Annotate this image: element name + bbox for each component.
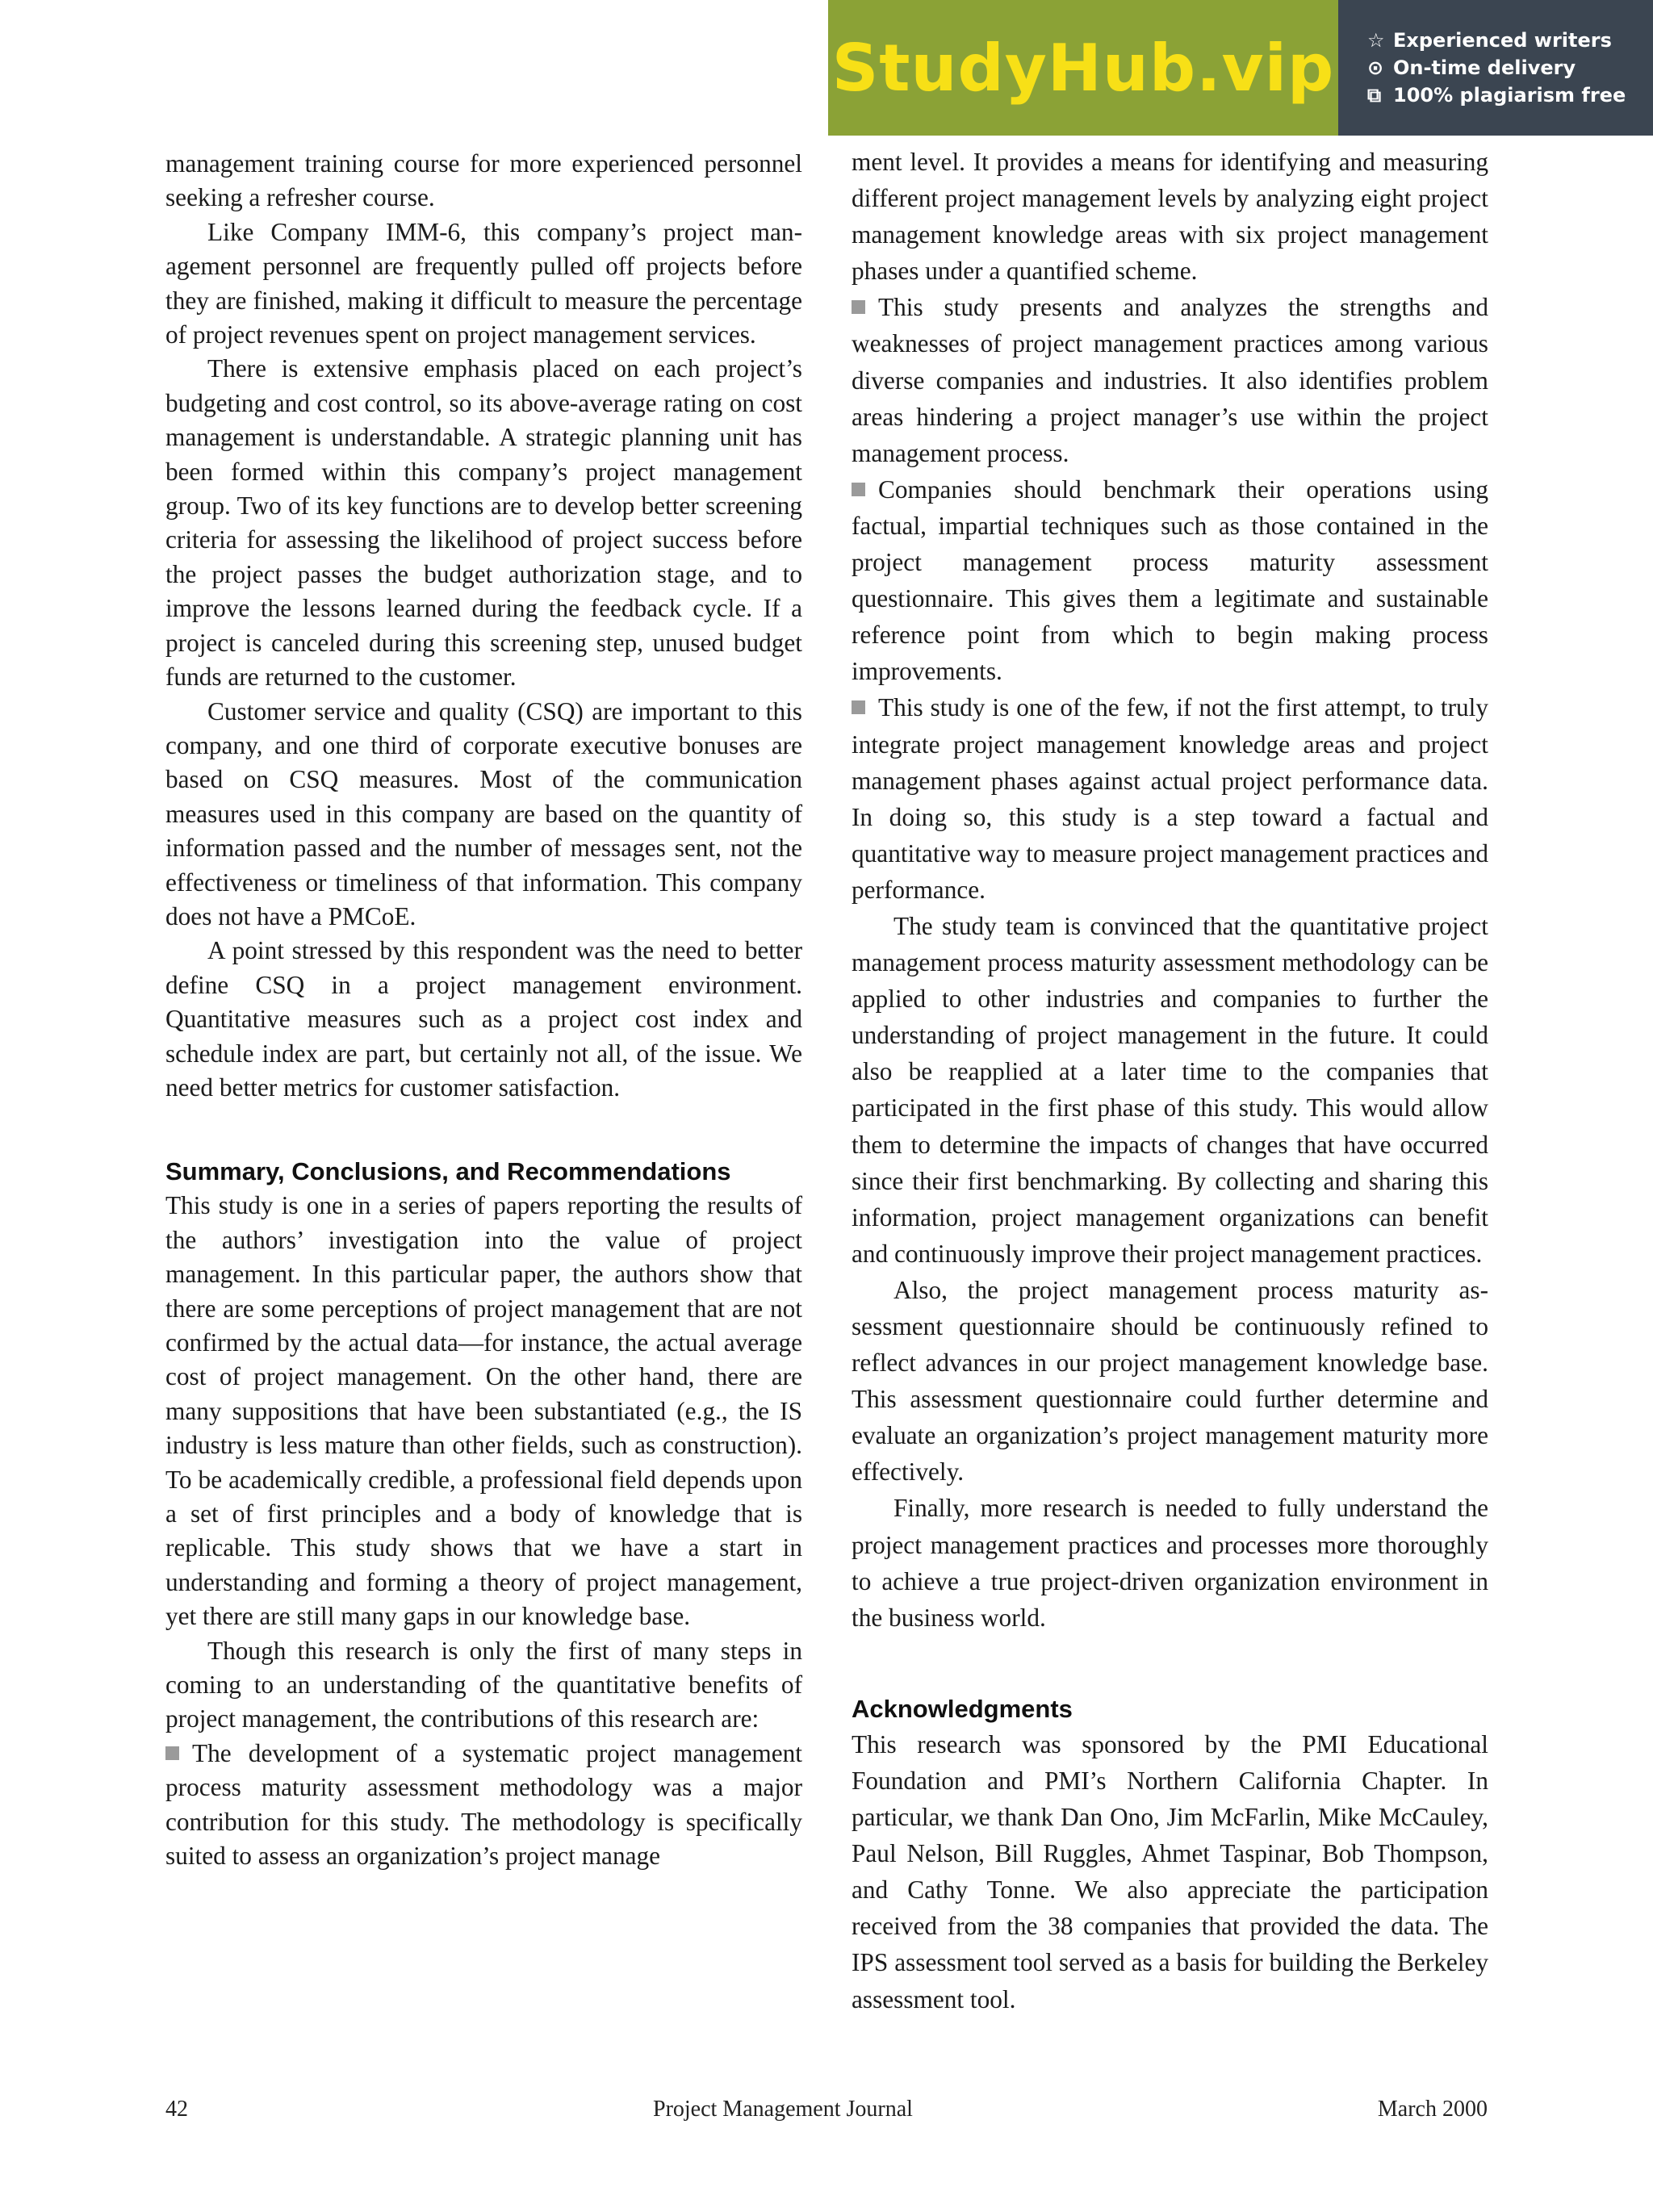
bullet-item: The development of a systematic project management process maturity assessment methodology was a major contribution for this study. The methodology is specifically suited to assess an organization’s project manage [165, 1738, 802, 1871]
studyhub-logo: StudyHub.vip [831, 30, 1335, 106]
banner-features [1338, 0, 1653, 136]
square-bullet-icon [852, 300, 865, 314]
square-bullet-icon [165, 1746, 179, 1760]
feature-plagiarism-free: ⧉ 100% plagiarism free [1367, 84, 1626, 107]
paragraph: Finally, more research is needed to fully understand the project management practices and processes more thoroughly to achieve a true project-driven organization environment in the business world. [852, 1494, 1488, 1632]
feature-experienced-writers: ☆ Experienced writers [1367, 29, 1612, 52]
ad-banner[interactable] [828, 0, 1653, 136]
left-column [165, 147, 802, 1874]
feature-on-time-delivery: ⊙ On-time delivery [1367, 56, 1576, 79]
clock-icon: ⊙ [1367, 56, 1384, 79]
bullet-item: This study presents and analyzes the strengths and weaknesses of project management practices among various diverse companies and industries. It also identifies problem areas hindering a project manager’s use within the project management process. [852, 293, 1488, 467]
paragraph: Customer service and quality (CSQ) are important to this company, and one third of corporate executive bonuses are based on CSQ measures. Most of the communication measures used in this company are based on the quantity of information passed and the number of messages sent, not the effectiveness or timeliness of that information. This company does not have a PMCoE. [165, 696, 802, 930]
bullet-item: This study is one of the few, if not the first attempt, to truly integrate project management knowledge areas and project management phases against actual project performance data. In doing so, this study is a step toward a factual and quantitative way to measure project management practices and performance. [852, 693, 1488, 904]
paragraph: Like Company IMM-6, this company’s project management personnel are frequently pulled off projects before they are finished, making it difficult to measure the percentage of project revenues spent on project management services. [165, 217, 802, 349]
square-bullet-icon [852, 483, 865, 496]
right-column [852, 144, 1488, 2018]
paragraph: The study team is convinced that the quantitative project management process maturity assessment methodology can be applied to other industries and companies to further the understanding of project management in the future. It could also be reapplied at a later time to the companies that participated in the first phase of this study. This would allow them to determine the impacts of changes that have occurred since their first benchmarking. By collecting and sharing this information, project management organizations can benefit and continuously improve their project management practices. [852, 911, 1488, 1268]
issue-date: March 2000 [1377, 2097, 1488, 2122]
paragraph: management training course for more experienced personnel seeking a refresher course. [165, 149, 802, 212]
paragraph: There is extensive emphasis placed on each project’s budgeting and cost control, so its above-average rating on cost management is understandable. A strategic planning unit has been formed within this company’s project management group. Two of its key functions are to develop better screening criteria for assessing the likelihood of project success before the project passes the budget authorization stage, and to improve the lessons learned during the feedback cycle. If a project is canceled during this screening step, unused budget funds are returned to the customer. [165, 354, 802, 692]
page-number: 42 [165, 2097, 188, 2122]
paragraph: Also, the project management process maturity assessment questionnaire should be continuously refined to reflect advances in our project management knowledge base. This assessment questionnaire could further determine and evaluate an organization’s project management maturity more effectively. [852, 1275, 1488, 1487]
banner-logo-panel [828, 0, 1338, 136]
paragraph: Though this research is only the first of many steps in coming to an understanding of the quantitative benefits of project management, the contributions of this research are: [165, 1636, 802, 1733]
paragraph: This research was sponsored by the PMI Educational Foundation and PMI’s Northern California Chapter. In particular, we thank Dan Ono, Jim McFarlin, Mike McCauley, Paul Nelson, Bill Ruggles, Ahmet Taspinar, Bob Thompson, and Cathy Tonne. We also appreciate the participation received from the 38 companies that provided the data. The IPS assessment tool served as a basis for building the Berkeley assessment tool. [852, 1729, 1488, 2013]
star-outline-icon: ☆ [1367, 29, 1385, 52]
journal-name: Project Management Journal [653, 2097, 913, 2122]
bullet-item: Companies should benchmark their operations using factual, impartial techniques such as those contained in the project management process maturity assessment questionnaire. This gives them a legitimate and sustainable reference point from which to begin making process improvements. [852, 475, 1488, 686]
page-footer [165, 2097, 1488, 2122]
section-heading-summary: Summary, Conclusions, and Recommendations [165, 1157, 731, 1186]
square-bullet-icon [852, 700, 865, 714]
paragraph: A point stressed by this respondent was the need to better define CSQ in a project management environment. Quantitative measures such as a project cost index and schedule index are part, but certainly not all, of the issue. We need better metrics for customer satisfaction. [165, 936, 802, 1102]
paragraph: This study is one in a series of papers reporting the results of the authors’ investigation into the value of project management. In this particular paper, the authors show that there are some perceptions of project management that are not confirmed by the actual data—for instance, the actual average cost of project management. On the other hand, there are many suppositions that have been substantiated (e.g., the IS industry is less mature than other fields, such as construction). To be academically credible, a professional field depends upon a set of first principles and a body of knowledge that is replicable. This study shows that we have a start in understanding and forming a theory of project management, yet there are still many gaps in our knowledge base. [165, 1191, 802, 1631]
paragraph: ment level. It provides a means for identifying and measuring different project management levels by analyzing eight project management knowledge areas with six project management phases under a quantified scheme. [852, 148, 1488, 286]
section-heading-acknowledgments: Acknowledgments [852, 1694, 1073, 1723]
copy-icon: ⧉ [1367, 84, 1382, 107]
